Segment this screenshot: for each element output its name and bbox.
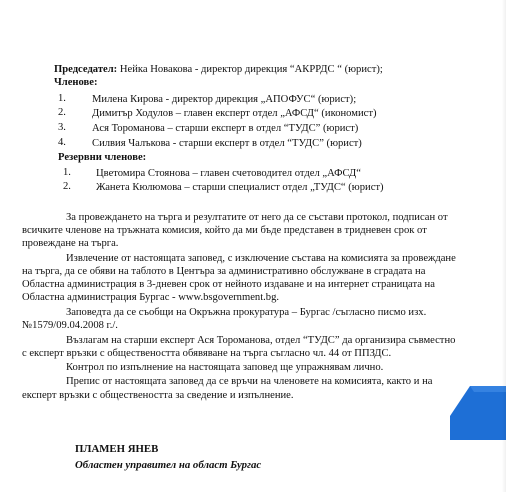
paragraph-line: Областна администрация в 3-дневен срок от нейното издаване и на интернет страницата на	[22, 279, 435, 290]
member-number: 3.	[58, 122, 66, 133]
paragraph-line: За провеждането на търга и резултатите от него да се състави протокол, подписан от	[66, 212, 448, 223]
member-item: Силвия Чалъкова - старши експерт в отдел “ТУДС” (юрист)	[92, 138, 362, 149]
paragraph-line: №1579/09.04.2008 г./.	[22, 320, 118, 331]
chair-text: Нейка Новакова - директор дирекция “АКРРДС “ (юрист);	[119, 64, 383, 75]
member-item: Ася Тороманова – старши експерт в отдел “ТУДС” (юрист)	[92, 123, 359, 134]
paragraph-line: експерт връзки с обществеността за сведение и изпълнение.	[22, 390, 294, 401]
member-number: 1.	[58, 93, 66, 104]
reserve-item: Жанета Кюлюмова – старши специалист отдел „ТУДС“ (юрист)	[96, 182, 384, 193]
paragraph-line: с експерт връзки с обществеността обявяване на търга съгласно чл. 44 от ППЗДС.	[22, 348, 392, 359]
reserve-number: 2.	[63, 181, 71, 192]
paragraph-line: Контрол по изпълнение на настоящата заповед ще упражнявам лично.	[66, 362, 384, 373]
chair-label: Председател:	[54, 64, 118, 75]
reserve-item: Цветомира Стоянова – главен счетоводител отдел „АФСД“	[96, 168, 361, 179]
paragraph-line: Възлагам на старши експерт Ася Тороманова, отдел “ТУДС” да организира съвместно	[66, 335, 456, 346]
paragraph-line: Препис от настоящата заповед да се връчи на членовете на комисията, както и на	[66, 376, 433, 387]
chair-line	[54, 63, 383, 76]
paragraph-line: Заповедта да се съобщи на Окръжна прокуратура – Бургас /съгласно писмо изх.	[66, 307, 427, 318]
member-item: Димитър Ходулов – главен експерт отдел „АФСД“ (икономист)	[92, 108, 377, 119]
member-item: Милена Кирова - директор дирекция „АПОФУС“ (юрист);	[92, 94, 357, 105]
reserve-heading: Резервни членове:	[58, 152, 147, 163]
signature-name: ПЛАМЕН ЯНЕВ	[75, 443, 159, 455]
paragraph-line: Областна администрация Бургас - www.bsgovernment.bg.	[22, 292, 280, 303]
paragraph-line: провеждане на търга.	[22, 238, 119, 249]
reserve-number: 1.	[63, 167, 71, 178]
signature-title: Областен управител на област Бургас	[75, 459, 262, 471]
page-edge-shadow	[502, 0, 506, 492]
members-heading: Членове:	[54, 77, 98, 88]
member-number: 2.	[58, 107, 66, 118]
paragraph-line: всичките членове на тръжната комисия, който да ми бъде представен в тридневен срок от	[22, 225, 427, 236]
paragraph-line: на търга, да се обяви на таблото в Центъра за административно обслужване в сградата на	[22, 266, 426, 277]
paragraph-line: Извлечение от настоящата заповед, с изключение състава на комисията за провеждане	[66, 253, 456, 264]
page-corner-tab-icon	[450, 386, 506, 440]
member-number: 4.	[58, 137, 66, 148]
